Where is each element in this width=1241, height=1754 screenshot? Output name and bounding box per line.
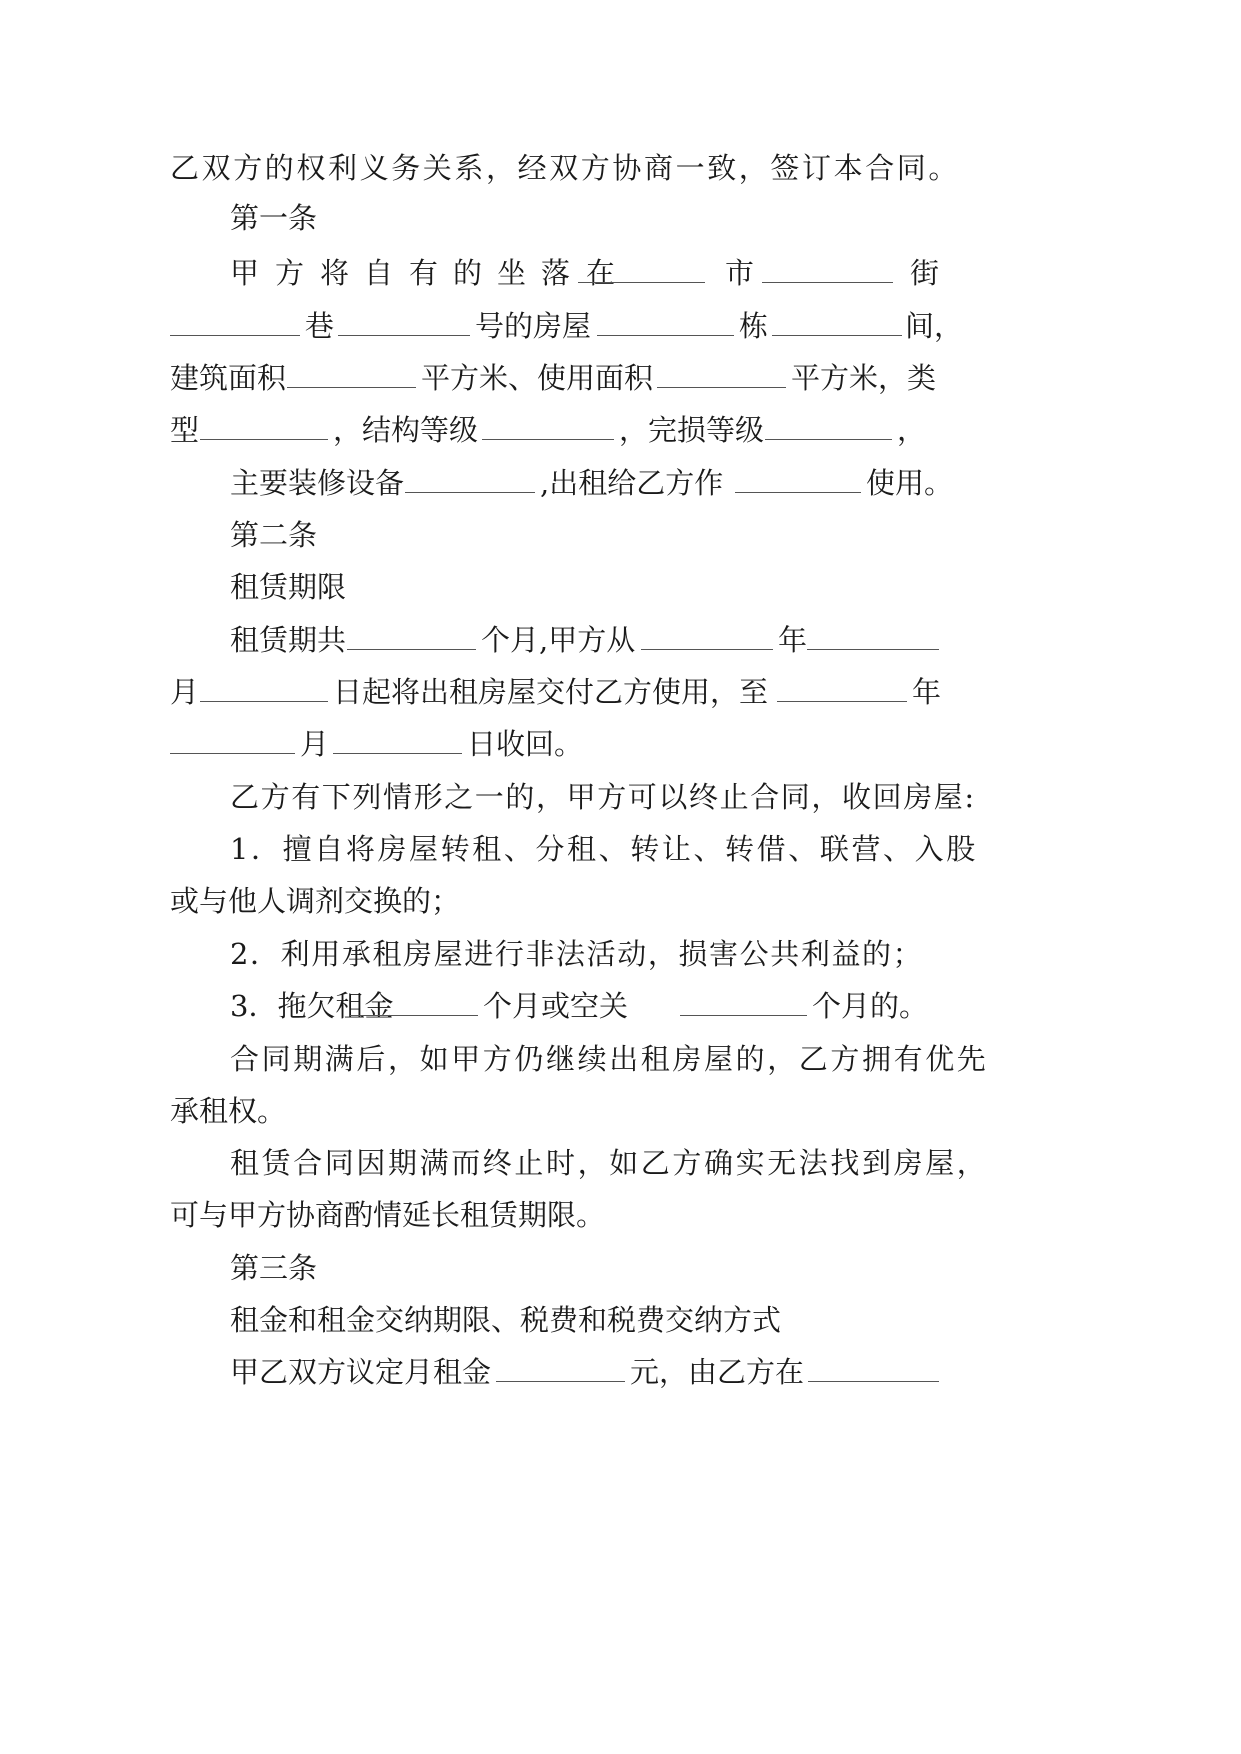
text-line [0,1195,1241,1235]
text-segment: 栋 [739,309,769,343]
text-segment: 第二条 [230,518,318,552]
fill-in-blank[interactable] [482,439,614,440]
text-segment: 个月,甲方从 [481,623,636,657]
text-line [0,567,1241,607]
text-line [0,1352,1241,1392]
text-segment: 自 [364,256,394,290]
text-line [0,986,1241,1026]
fill-in-blank[interactable] [657,387,786,388]
text-segment: 间， [905,309,964,343]
text-segment: 在 [586,256,616,290]
text-line [0,1091,1241,1131]
text-segment: 合同期满后，如甲方仍继续出租房屋的，乙方拥有优先 [230,1042,989,1076]
text-segment: 个月的。 [812,989,929,1023]
text-segment: 甲乙双方议定月租金 [230,1355,492,1389]
text-segment: 可与甲方协商酌情延长租赁期限。 [170,1198,606,1232]
text-segment: 的 [453,256,483,290]
text-line [0,620,1241,660]
text-segment: 有 [409,256,439,290]
text-segment: 租赁期共 [230,623,347,657]
text-segment: 3．拖欠租金 [230,989,394,1023]
text-line [0,777,1241,817]
text-segment: 月 [300,727,330,761]
fill-in-blank[interactable] [200,701,328,702]
text-segment: 号的房屋 [475,309,592,343]
text-segment: 租金和租金交纳期限、税费和税费交纳方式 [230,1303,782,1337]
fill-in-blank[interactable] [765,439,892,440]
text-line [0,1300,1241,1340]
text-segment: 方 [275,256,305,290]
text-line [0,829,1241,869]
fill-in-blank[interactable] [680,1015,807,1016]
text-line [0,672,1241,712]
text-line [0,463,1241,503]
fill-in-blank[interactable] [338,335,470,336]
text-segment: 市 [725,256,755,290]
text-segment: 落 [541,256,571,290]
text-segment: 或与他人调剂交换的； [170,884,461,918]
fill-in-blank[interactable] [578,282,705,283]
text-segment: 1．擅自将房屋转租、分租、转让、转借、联营、入股 [230,832,978,866]
text-segment: 日起将出租房屋交付乙方使用，至 [333,675,769,709]
text-line [0,410,1241,450]
fill-in-blank[interactable] [641,649,773,650]
text-segment: 月 [170,675,200,709]
fill-in-blank[interactable] [200,439,328,440]
text-line [0,1039,1241,1079]
text-segment: 第一条 [230,201,318,235]
fill-in-blank[interactable] [762,282,893,283]
text-segment: 平方米、使用面积 [421,361,654,395]
text-segment: 日收回。 [467,727,584,761]
text-segment: 年 [778,623,808,657]
fill-in-blank[interactable] [777,701,907,702]
text-segment: 第三条 [230,1251,318,1285]
fill-in-blank[interactable] [347,649,476,650]
text-line [0,881,1241,921]
text-segment: 乙方有下列情形之一的，甲方可以终止合同，收回房屋: [230,780,976,814]
fill-in-blank[interactable] [287,387,416,388]
fill-in-blank[interactable] [735,492,861,493]
text-segment: 甲 [230,256,260,290]
text-line [0,306,1241,346]
text-line [0,515,1241,555]
text-segment: 街 [910,256,940,290]
fill-in-blank[interactable] [333,753,462,754]
text-segment: 坐 [497,256,527,290]
text-line [0,253,1241,293]
text-segment: ，结构等级 [333,413,479,447]
fill-in-blank[interactable] [170,753,295,754]
text-segment: 型 [170,413,200,447]
text-segment: 乙双方的权利义务关系，经双方协商一致，签订本合同。 [170,151,961,185]
text-segment: 巷 [305,309,335,343]
text-segment: 2．利用承租房屋进行非法活动，损害公共利益的； [230,937,924,971]
fill-in-blank[interactable] [496,1381,625,1382]
text-line [0,724,1241,764]
text-segment: 个月或空关 [483,989,629,1023]
text-line [0,148,1241,188]
text-segment: ,出租给乙方作 [540,466,724,500]
text-segment: 元，由乙方在 [630,1355,805,1389]
text-line [0,1143,1241,1183]
text-segment: 租赁合同因期满而终止时，如乙方确实无法找到房屋， [230,1146,989,1180]
fill-in-blank[interactable] [597,335,734,336]
text-segment: 平方米，类 [791,361,937,395]
fill-in-blank[interactable] [405,492,535,493]
fill-in-blank[interactable] [772,335,902,336]
text-segment: 使用。 [866,466,954,500]
fill-in-blank[interactable] [170,335,300,336]
text-line [0,198,1241,238]
text-segment: 承租权。 [170,1094,287,1128]
text-segment: 年 [912,675,942,709]
fill-in-blank[interactable] [807,649,939,650]
text-segment: ，完损等级 [619,413,765,447]
text-segment: 将 [320,256,350,290]
text-segment: 建筑面积 [170,361,287,395]
text-segment: 主要装修设备 [230,466,405,500]
text-segment: ， [897,413,927,447]
fill-in-blank[interactable] [808,1381,939,1382]
text-line [0,358,1241,398]
text-line [0,934,1241,974]
fill-in-blank[interactable] [350,1015,478,1016]
text-line [0,1248,1241,1288]
text-segment: 租赁期限 [230,570,347,604]
